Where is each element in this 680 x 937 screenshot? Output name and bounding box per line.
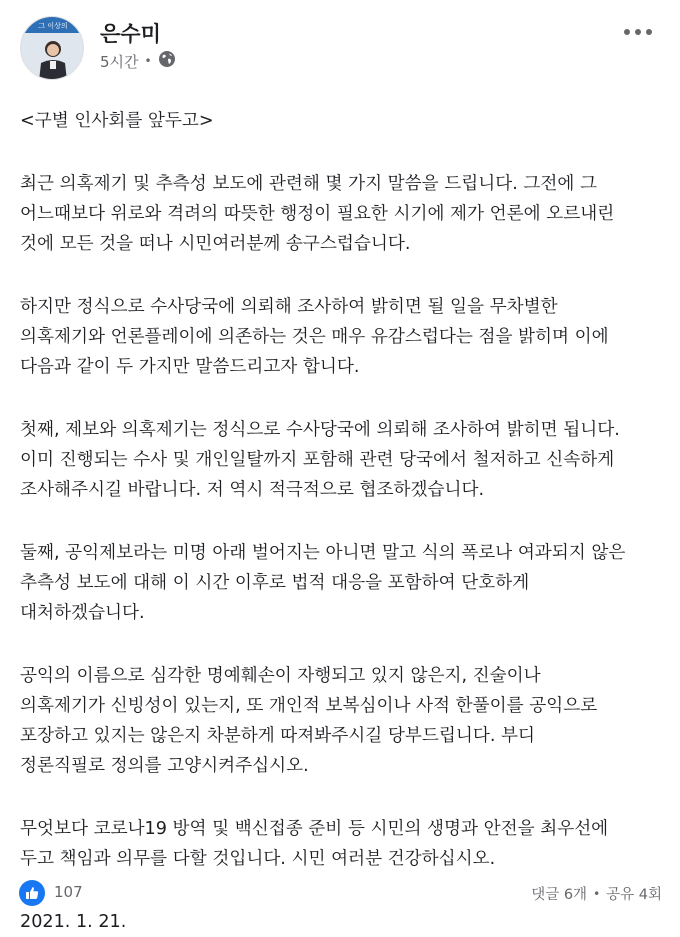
post-line: 의혹제기와 언론플레이에 의존하는 것은 매우 유감스럽다는 점을 밝히며 이에	[20, 327, 609, 347]
comment-count[interactable]: 댓글 6개	[531, 887, 588, 903]
post-line: 조사해주시길 바랍니다. 저 역시 적극적으로 협조하겠습니다.	[20, 480, 485, 500]
more-dot-icon	[635, 29, 641, 35]
post-date: 2021. 1. 21.	[20, 912, 127, 932]
more-dot-icon	[646, 29, 652, 35]
post-line: 최근 의혹제기 및 추측성 보도에 관련해 몇 가지 말씀을 드립니다. 그전에 그	[20, 174, 597, 194]
post-line: 추측성 보도에 대해 이 시간 이후로 법적 대응을 포함하여 단호하게	[20, 573, 530, 593]
post-meta	[100, 50, 176, 72]
post-line: 의혹제기가 신빙성이 있는지, 또 개인적 보복심이나 사적 한풀이를 공익으로	[20, 696, 598, 716]
like-count[interactable]: 107	[54, 883, 83, 901]
avatar[interactable]	[20, 16, 84, 80]
thumbs-up-icon[interactable]	[19, 880, 45, 906]
post-body	[20, 106, 668, 937]
post-line: 첫째, 제보와 의혹제기는 정식으로 수사당국에 의뢰해 조사하여 밝히면 됩니다.	[20, 420, 620, 440]
post-stats	[531, 883, 662, 904]
meta-separator: •	[144, 54, 152, 68]
post-line: 공익의 이름으로 심각한 명예훼손이 자행되고 있지 않은지, 진술이나	[20, 666, 541, 686]
post-line: 다음과 같이 두 가지만 말씀드리고자 합니다.	[20, 357, 360, 377]
share-count[interactable]: 공유 4회	[606, 887, 662, 903]
more-dot-icon	[624, 29, 630, 35]
more-options-button[interactable]	[618, 18, 658, 46]
post-line: 두고 책임과 의무를 다할 것입니다. 시민 여러분 건강하십시오.	[20, 849, 496, 869]
post-time[interactable]: 5시간	[100, 52, 139, 71]
post-line: 정론직필로 정의를 고양시켜주십시오.	[20, 756, 309, 776]
post-line: 포장하고 있지는 않은지 차분하게 따져봐주시길 당부드립니다. 부디	[20, 726, 536, 746]
avatar-banner-text: 그 이상의	[38, 22, 68, 30]
post-line: 무엇보다 코로나19 방역 및 백신접종 준비 등 시민의 생명과 안전을 최우선에	[20, 819, 609, 839]
globe-icon	[158, 50, 176, 72]
post-line: 둘째, 공익제보라는 미명 아래 벌어지는 아니면 말고 식의 폭로나 여과되지 않은	[20, 543, 626, 563]
post-line: 것에 모든 것을 떠나 시민여러분께 송구스럽습니다.	[20, 234, 411, 254]
post-footer	[0, 873, 680, 913]
post-header	[0, 0, 680, 90]
post-title: <구별 인사회를 앞두고>	[20, 111, 214, 131]
author-name[interactable]: 은수미	[100, 22, 161, 46]
post-line: 이미 진행되는 수사 및 개인일탈까지 포함해 관련 당국에서 철저하고 신속하게	[20, 450, 615, 470]
stats-separator: •	[593, 886, 601, 901]
avatar-photo	[21, 17, 84, 80]
post-line: 대처하겠습니다.	[20, 603, 145, 623]
post-line: 하지만 정식으로 수사당국에 의뢰해 조사하여 밝히면 될 일을 무차별한	[20, 297, 558, 317]
post-line: 어느때보다 위로와 격려의 따뜻한 행정이 필요한 시기에 제가 언론에 오르내린	[20, 204, 615, 224]
